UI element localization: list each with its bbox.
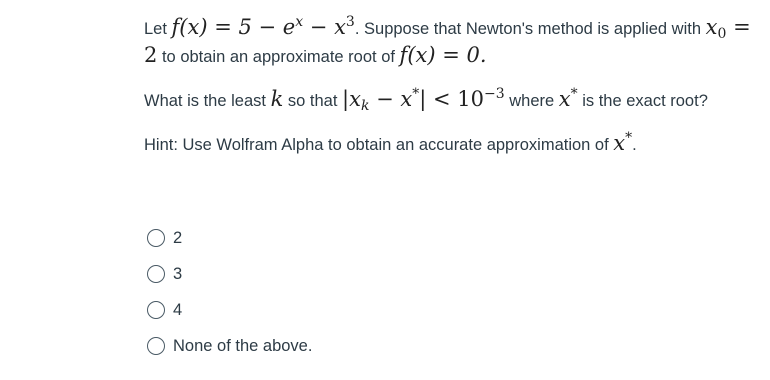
answer-label: 2	[173, 228, 183, 247]
text-period: .	[632, 136, 637, 154]
answer-option-4[interactable]	[147, 298, 312, 322]
math-f-equals-zero: f(x) = 0.	[399, 43, 487, 67]
math-less-than-ten: | < 10	[419, 87, 484, 111]
answer-label: 3	[173, 264, 183, 283]
answer-option-none[interactable]	[147, 334, 312, 358]
math-x: x	[558, 87, 571, 111]
math-exponent-3: 3	[345, 14, 355, 30]
question-paragraph-2	[144, 86, 754, 114]
text-newton-method: . Suppose that Newton's method is applied with	[354, 20, 702, 38]
math-minus-x: − x	[369, 87, 413, 111]
math-equals-2: = 2	[144, 15, 751, 67]
answer-label: None of the above.	[173, 336, 313, 355]
text-so-that: so that	[287, 92, 338, 110]
exact-root-math	[559, 87, 578, 111]
math-abs-xk: |x	[342, 87, 361, 111]
question-paragraph-1	[144, 14, 754, 70]
math-exponent-minus-3: −3	[484, 86, 505, 102]
answer-label: 4	[173, 300, 183, 319]
question-text	[144, 14, 754, 158]
answer-option-3[interactable]	[147, 262, 312, 286]
math-star: *	[412, 86, 420, 102]
math-exponent-x: x	[295, 14, 304, 30]
text-hint: Hint: Use Wolfram Alpha to obtain an accurate approximation of	[144, 136, 609, 154]
math-x: x	[613, 131, 626, 155]
math-f-expression: f(x) = 5 − e	[171, 15, 296, 39]
math-star: *	[570, 86, 578, 102]
radio-button[interactable]	[147, 265, 165, 283]
text-obtain-root: to obtain an approximate root of	[161, 48, 395, 66]
hint-x-star-math	[613, 131, 632, 155]
math-x0: x	[705, 15, 718, 39]
text-least: What is the least	[144, 92, 266, 110]
math-subscript-0: 0	[717, 26, 727, 42]
radio-button[interactable]	[147, 337, 165, 355]
function-definition-math	[172, 15, 355, 39]
math-minus-x: − x	[303, 15, 346, 39]
math-subscript-k: k	[360, 98, 370, 114]
text-where: where	[509, 92, 555, 110]
answer-option-2[interactable]	[147, 226, 312, 250]
text-let: Let	[144, 20, 167, 38]
text-exact-root: is the exact root?	[582, 92, 708, 110]
error-bound-math	[342, 86, 505, 114]
radio-button[interactable]	[147, 301, 165, 319]
radio-button[interactable]	[147, 229, 165, 247]
answer-options	[147, 226, 312, 370]
math-star: *	[625, 130, 633, 146]
hint-paragraph	[144, 130, 754, 158]
math-k: k	[270, 87, 284, 111]
